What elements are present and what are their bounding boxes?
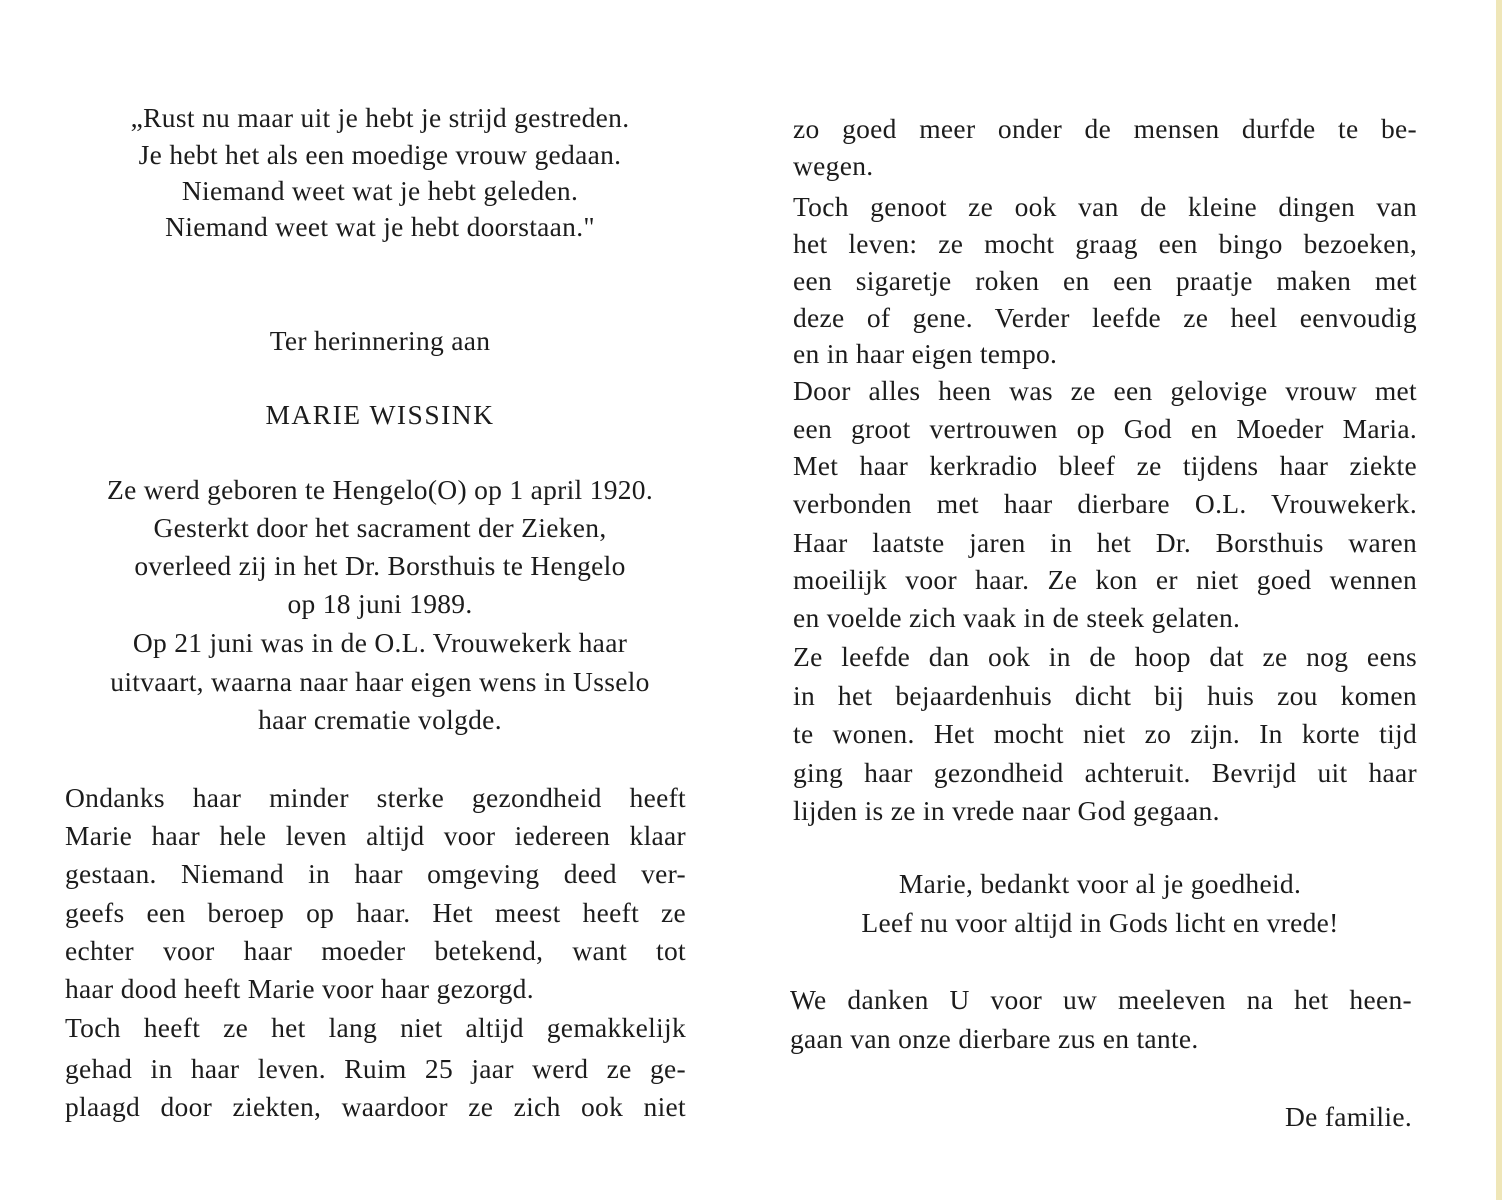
body-line: gestaan. Niemand in haar omgeving deed ver- bbox=[65, 858, 686, 889]
body-line: lijden is ze in vrede naar God gegaan. bbox=[793, 795, 1220, 826]
poem-line: Je hebt het als een moedige vrouw gedaan. bbox=[138, 139, 622, 170]
body-line: Ondanks haar minder sterke gezondheid heeft bbox=[65, 782, 686, 813]
deceased-name: MARIE WISSINK bbox=[265, 399, 495, 430]
body-line: Marie haar hele leven altijd voor iedereen klaar bbox=[65, 820, 686, 851]
body-line: een groot vertrouwen op God en Moeder Maria. bbox=[793, 413, 1417, 444]
bio-line: Gesterkt door het sacrament der Zieken, bbox=[153, 512, 607, 543]
thanks-line: gaan van onze dierbare zus en tante. bbox=[790, 1023, 1199, 1054]
bio-line: haar crematie volgde. bbox=[258, 704, 502, 735]
body-line: haar dood heeft Marie voor haar gezorgd. bbox=[65, 973, 534, 1004]
bio-line: Ze werd geboren te Hengelo(O) op 1 april 1920. bbox=[106, 474, 654, 505]
body-line: geefs een beroep op haar. Het meest heeft ze bbox=[65, 897, 686, 928]
body-line: zo goed meer onder de mensen durfde te be- bbox=[793, 113, 1417, 144]
bio-line: op 18 juni 1989. bbox=[287, 588, 473, 619]
body-line: gehad in haar leven. Ruim 25 jaar werd ze ge- bbox=[65, 1053, 686, 1084]
body-line: te wonen. Het mocht niet zo zijn. In korte tijd bbox=[793, 718, 1417, 749]
body-line: en in haar eigen tempo. bbox=[793, 338, 1058, 369]
farewell-line: Leef nu voor altijd in Gods licht en vrede! bbox=[861, 907, 1339, 938]
body-line: Door alles heen was ze een gelovige vrouw met bbox=[793, 375, 1417, 406]
body-line: en voelde zich vaak in de steek gelaten. bbox=[793, 602, 1241, 633]
farewell-line: Marie, bedankt voor al je goedheid. bbox=[898, 868, 1302, 899]
body-line: ging haar gezondheid achteruit. Bevrijd uit haar bbox=[793, 757, 1417, 788]
bio-line: overleed zij in het Dr. Borsthuis te Hengelo bbox=[134, 550, 626, 581]
body-line: verbonden met haar dierbare O.L. Vrouwekerk. bbox=[793, 488, 1417, 519]
body-line: moeilijk voor haar. Ze kon er niet goed wennen bbox=[793, 564, 1417, 595]
body-line: echter voor haar moeder betekend, want tot bbox=[65, 935, 686, 966]
body-line: Met haar kerkradio bleef ze tijdens haar ziekte bbox=[793, 450, 1417, 481]
poem-line: Niemand weet wat je hebt doorstaan." bbox=[165, 211, 595, 242]
body-line: plaagd door ziekten, waardoor ze zich ook niet bbox=[65, 1091, 686, 1122]
thanks-line: We danken U voor uw meeleven na het heen- bbox=[790, 984, 1412, 1015]
body-line: wegen. bbox=[793, 150, 874, 181]
body-line: deze of gene. Verder leefde ze heel eenvoudig bbox=[793, 302, 1417, 333]
body-line: Toch heeft ze het lang niet altijd gemakkelijk bbox=[65, 1012, 686, 1043]
body-line: Haar laatste jaren in het Dr. Borsthuis waren bbox=[793, 527, 1417, 558]
poem-line: Niemand weet wat je hebt geleden. bbox=[181, 175, 579, 206]
body-line: het leven: ze mocht graag een bingo bezoeken, bbox=[793, 228, 1417, 259]
body-line: in het bejaardenhuis dicht bij huis zou komen bbox=[793, 680, 1417, 711]
body-line: een sigaretje roken en een praatje maken met bbox=[793, 265, 1417, 296]
signature: De familie. bbox=[1285, 1101, 1412, 1132]
bio-line: Op 21 juni was in de O.L. Vrouwekerk haar bbox=[132, 627, 628, 658]
body-line: Ze leefde dan ook in de hoop dat ze nog eens bbox=[793, 641, 1417, 672]
body-line: Toch genoot ze ook van de kleine dingen van bbox=[793, 191, 1417, 222]
intro-text: Ter herinnering aan bbox=[269, 325, 491, 356]
scan-edge bbox=[1496, 0, 1502, 1200]
poem-line: „Rust nu maar uit je hebt je strijd gestreden. bbox=[130, 102, 630, 133]
bio-line: uitvaart, waarna naar haar eigen wens in Usselo bbox=[110, 666, 650, 697]
